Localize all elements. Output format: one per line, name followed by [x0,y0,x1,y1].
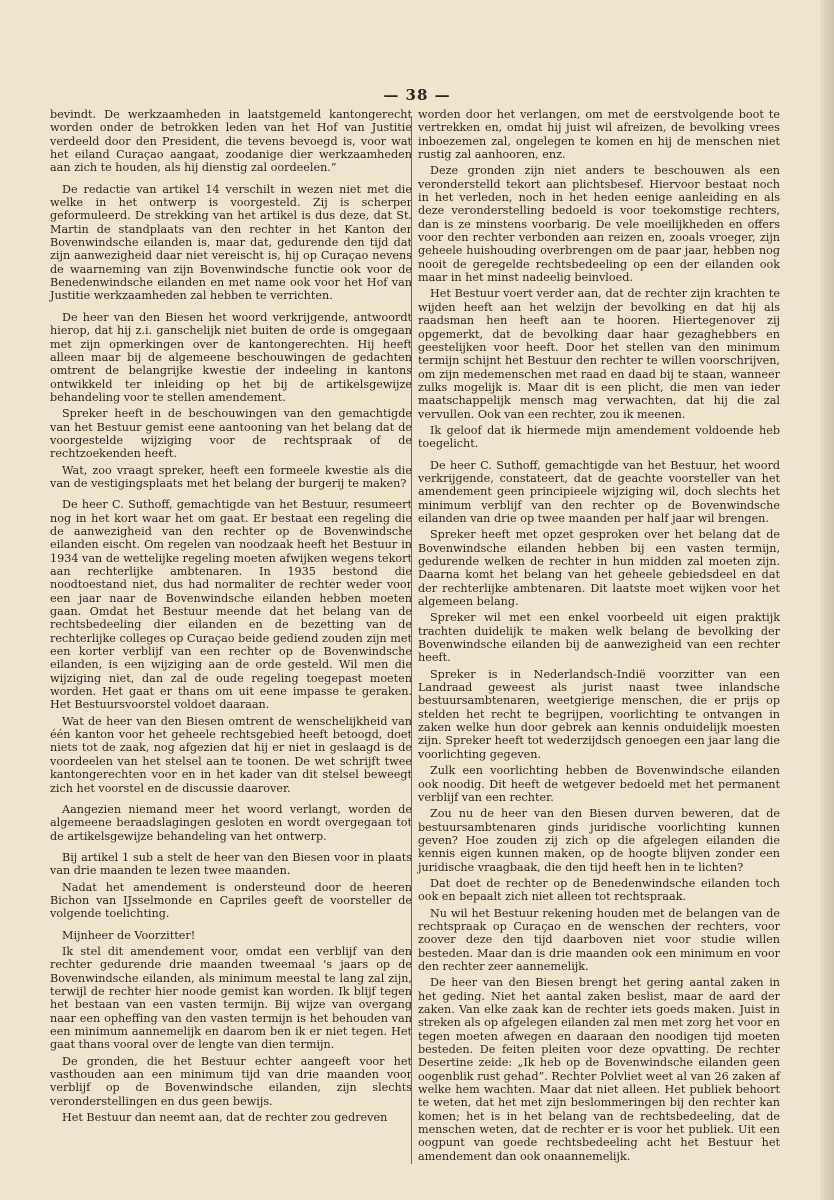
paragraph: Spreker heeft in de beschouwingen van den gemachtigde van het Bestuur gemist eene aantooning van het belang dat de voorgestelde wijziging voor de rechtspraak of de rechtzoekenden heeft. [50,407,412,461]
paragraph: Wat, zoo vraagt spreker, heeft een formeele kwestie als die van de vestigingsplaats met het belang der burgerij te maken? [50,463,412,490]
paragraph: Zou nu de heer van den Biesen durven beweren, dat de bestuursambtenaren ginds juridische voorlichting kunnen geven? Hoe zouden zij zich op die afgelegen eilanden die kennis eigen kunnen maken, op de hoogte blijven zonder een juridische vraagbaak, die den tijd heeft hen in te lichten? [418,807,780,874]
page-number: — 38 — [383,86,451,104]
paragraph: bevindt. De werkzaamheden in laatstgemeld kantongerecht worden onder de betrokken leden van het Hof van Justitie verdeeld door den President, die tevens bevoegd is, voor wat het eiland Curaçao aangaat, zoodanige dier werkzaamheden aan zich te houden, als hij dienstig zal oordeelen.” [50,108,412,175]
paragraph: Spreker is in Nederlandsch-Indië voorzitter van een Landraad geweest als jurist naast twee inlandsche bestuursambtenaren, weetgierige menschen, die er prijs op stelden het recht te begrijpen, voorlichting te ontvangen in zaken welke hun door gebrek aan kennis onduidelijk moesten zijn. Spreker heeft tot wederzijdsch genoegen een jaar lang die voorlichting gegeven. [418,667,780,761]
paragraph: Nu wil het Bestuur rekening houden met de belangen van de rechtspraak op Curaçao en de wenschen der rechters, voor zoover deze den tijd daarboven niet voor studie willen besteden. Maar dan is drie maanden ook een minimum en voor den rechter zeer aannemelijk. [418,906,780,973]
paragraph: Spreker heeft met opzet gesproken over het belang dat de Bovenwindsche eilanden hebben bij een vasten termijn, gedurende welken de rechter in hun midden zal moeten zijn. Daarna komt het belang van het geheele gebiedsdeel en dat der rechterlijke ambtenaren. Dit laatste moet wijken voor het algemeen belang. [418,528,780,609]
paragraph: Mijnheer de Voorzitter! [62,928,196,942]
paragraph: Zulk een voorlichting hebben de Bovenwindsche eilanden ook noodig. Dit heeft de wetgever bedoeld met het permanent verblijf van een rechter. [418,764,780,804]
right-column [418,108,780,1166]
paragraph: De heer van den Biesen brengt het gering aantal zaken in het geding. Niet het aantal zaken beslist, maar de aard der zaken. Van elke zaak kan de rechter iets goeds maken. Juist in streken als op afgelegen eilanden zal men met zorg het voor en tegen moeten afwegen en daaraan den noodigen tijd moeten besteden. De feiten pleiten voor deze opvatting. De rechter Desertine zeide: „Ik heb op de Bovenwindsche eilanden geen oogenblik rust gehad”. Rechter Polvliet weet al van 26 zaken af welke hem wachten. Maar dat niet alleen. Het publiek behoort te weten, dat het met zijn beslommeringen bij den rechter kan komen; het is in het belang van de rechtsbedeeling, dat de menschen weten, dat de rechter er is voor het publiek. Uit een oogpunt van goede rechtsbedeeling acht het Bestuur het amendement dan ook onaannemelijk. [418,976,780,1163]
paragraph: Dat doet de rechter op de Benedenwindsche eilanden toch ook en bepaalt zich niet alleen tot rechtspraak. [418,876,780,904]
paragraph: worden door het verlangen, om met de eerstvolgende boot te vertrekken en, omdat hij juist wil afreizen, de bevolking vrees inboezemen zal, ongelegen te komen en hij de menschen niet rustig zal aanhooren, enz. [418,108,780,162]
paragraph: Deze gronden zijn niet anders te beschouwen als een veronderstelld tekort aan plichtsbesef. Hiervoor bestaat noch in het verleden, noch in het heden eenige aanleiding en als deze veronderstelling bedoeld is voor toekomstige rechters, dan is ze minstens voorbarig. De vele moeilijkheden en offers voor den rechter verbonden aan reizen en, zooals vroeger, zijn geheele huishouding overbrengen om de paar jaar, hebben nog nooit de geregelde rechtsbedeeling op een der eilanden ook maar in het minst nadeelig beinvloed. [418,164,780,285]
paragraph: Ik stel dit amendement voor, omdat een verblijf van den rechter gedurende drie maanden tweemaal 's jaars op de Bovenwindsche eilanden, als minimum meestal te lang zal zijn, terwijl de rechter hier noode gemist kan worden. Ik blijf tegen het bestaan van een vasten termijn. Bij wijze van overgang naar een opheffing van den vasten termijn is het behouden van een minimum aannemelijk en daarom ben ik er niet tegen. Het gaat thans vooral over de lengte van dien termijn. [50,944,412,1052]
paragraph: Het Bestuur dan neemt aan, dat de rechter zou gedreven [62,1111,388,1125]
paragraph: Nadat het amendement is ondersteund door de heeren Bichon van IJsselmonde en Capriles geeft de voorsteller de volgende toelichting. [50,880,412,921]
paragraph: Het Bestuur voert verder aan, dat de rechter zijn krachten te wijden heeft aan het welzijn der bevolking en dat hij als raadsman hen heeft aan te hooren. Hiertegenover zij opgemerkt, dat de bevolking daar haar gezaghebbers en geestelijken voor heeft. Door het stellen van den minimum termijn schijnt het Bestuur den rechter te willen voorschrijven, om zijn medemenschen met raad en daad bij te staan, wanneer zulks mogelijk is. Maar dit is een plicht, die men van ieder maatschappelijk mensch mag verwachten, dat hij die zal vervullen. Ook van een rechter, zou ik meenen. [418,287,780,421]
paragraph: De redactie van artikel 14 verschilt in wezen niet met die welke in het ontwerp is voorgesteld. Zij is scherper geformuleerd. De strekking van het artikel is dus deze, dat St. Martin de standplaats van den rechter in het Kanton der Bovenwindsche eilanden is, maar dat, gedurende den tijd dat zijn aanwezigheid daar niet vereischt is, hij op Curaçao nevens de waarneming van zijn Bovenwindsche functie ook voor de Benedenwindsche eilanden en met name ook voor het Hof van Justitie werkzaamheden zal hebben te verrichten. [50,182,412,303]
left-column [50,108,412,1127]
paragraph: Wat de heer van den Biesen omtrent de wenschelijkheid van één kanton voor het geheele rechtsgebied heeft betoogd, doet niets tot de zaak, nog afgezien dat hij er niet in geslaagd is de voordeelen van het stelsel aan te toonen. De wet schrijft twee kantongerechten voor en in het kader van dit stelsel beweegt zich het voorstel en de discussie daarover. [50,714,412,795]
paragraph: De heer C. Suthoff, gemachtigde van het Bestuur, het woord verkrijgende, constateert, dat de geachte voorsteller van het amendement geen principieele wijziging wil, doch slechts het minimum verblijf van den rechter op de Bovenwindsche eilanden van drie op twee maanden per half jaar wil brengen. [418,458,780,525]
paragraph: De heer C. Suthoff, gemachtigde van het Bestuur, resumeert nog in het kort waar het om gaat. Er bestaat een regeling die de aanwezigheid van den rechter op de Bovenwindsche eilanden eischt. Om regelen van noodzaak heeft het Bestuur in 1934 van de wettelijke regeling moeten afwijken wegens tekort aan rechterlijke ambtenaren. In 1935 bestond die noodtoestand niet, dus had normaliter de rechter weder voor een jaar naar de Bovenwindsche eilanden hebben moeten gaan. Omdat het Bestuur meende dat het belang van de rechtsbedeeling dier eilanden en de bezetting van de rechterlijke colleges op Curaçao beide gediend zouden zijn met een korter verblijf van een rechter op de Bovenwindsche eilanden, is een wijziging aan de orde gesteld. Wil men die wijziging niet, dan zal de oude regeling toegepast moeten worden. Het gaat er thans om uit eene impasse te geraken. Het Bestuursvoorstel voldoet daaraan. [50,498,412,712]
paragraph: De heer van den Biesen het woord verkrijgende, antwoordt hierop, dat hij z.i. ganschelijk niet buiten de orde is omgegaan met zijn opmerkingen over de kantongerechten. Hij heeft alleen maar bij de algemeene beschouwingen de gedachten omtrent de belangrijke kwestie der indeeling in kantons ontwikkeld ter inleiding op het bij de artikelsgewijze behandeling voor te stellen amendement. [50,310,412,404]
paragraph: Bij artikel 1 sub a stelt de heer van den Biesen voor in plaats van drie maanden te lezen twee maanden. [50,850,412,878]
paragraph: Spreker wil met een enkel voorbeeld uit eigen praktijk trachten duidelijk te maken welk belang de bevolking der Bovenwindsche eilanden bij de aanwezigheid van een rechter heeft. [418,611,780,665]
paragraph: Ik geloof dat ik hiermede mijn amendement voldoende heb toegelicht. [418,423,780,451]
paragraph: Aangezien niemand meer het woord verlangt, worden de algemeene beraadslagingen gesloten en wordt overgegaan tot de artikelsgewijze behandeling van het ontwerp. [50,802,412,843]
paragraph: De gronden, die het Bestuur echter aangeeft voor het vasthouden aan een minimum tijd van drie maanden voor verblijf op de Bovenwindsche eilanden, zijn slechts veronderstellingen en dus geen bewijs. [50,1054,412,1108]
column-divider [411,116,412,1164]
